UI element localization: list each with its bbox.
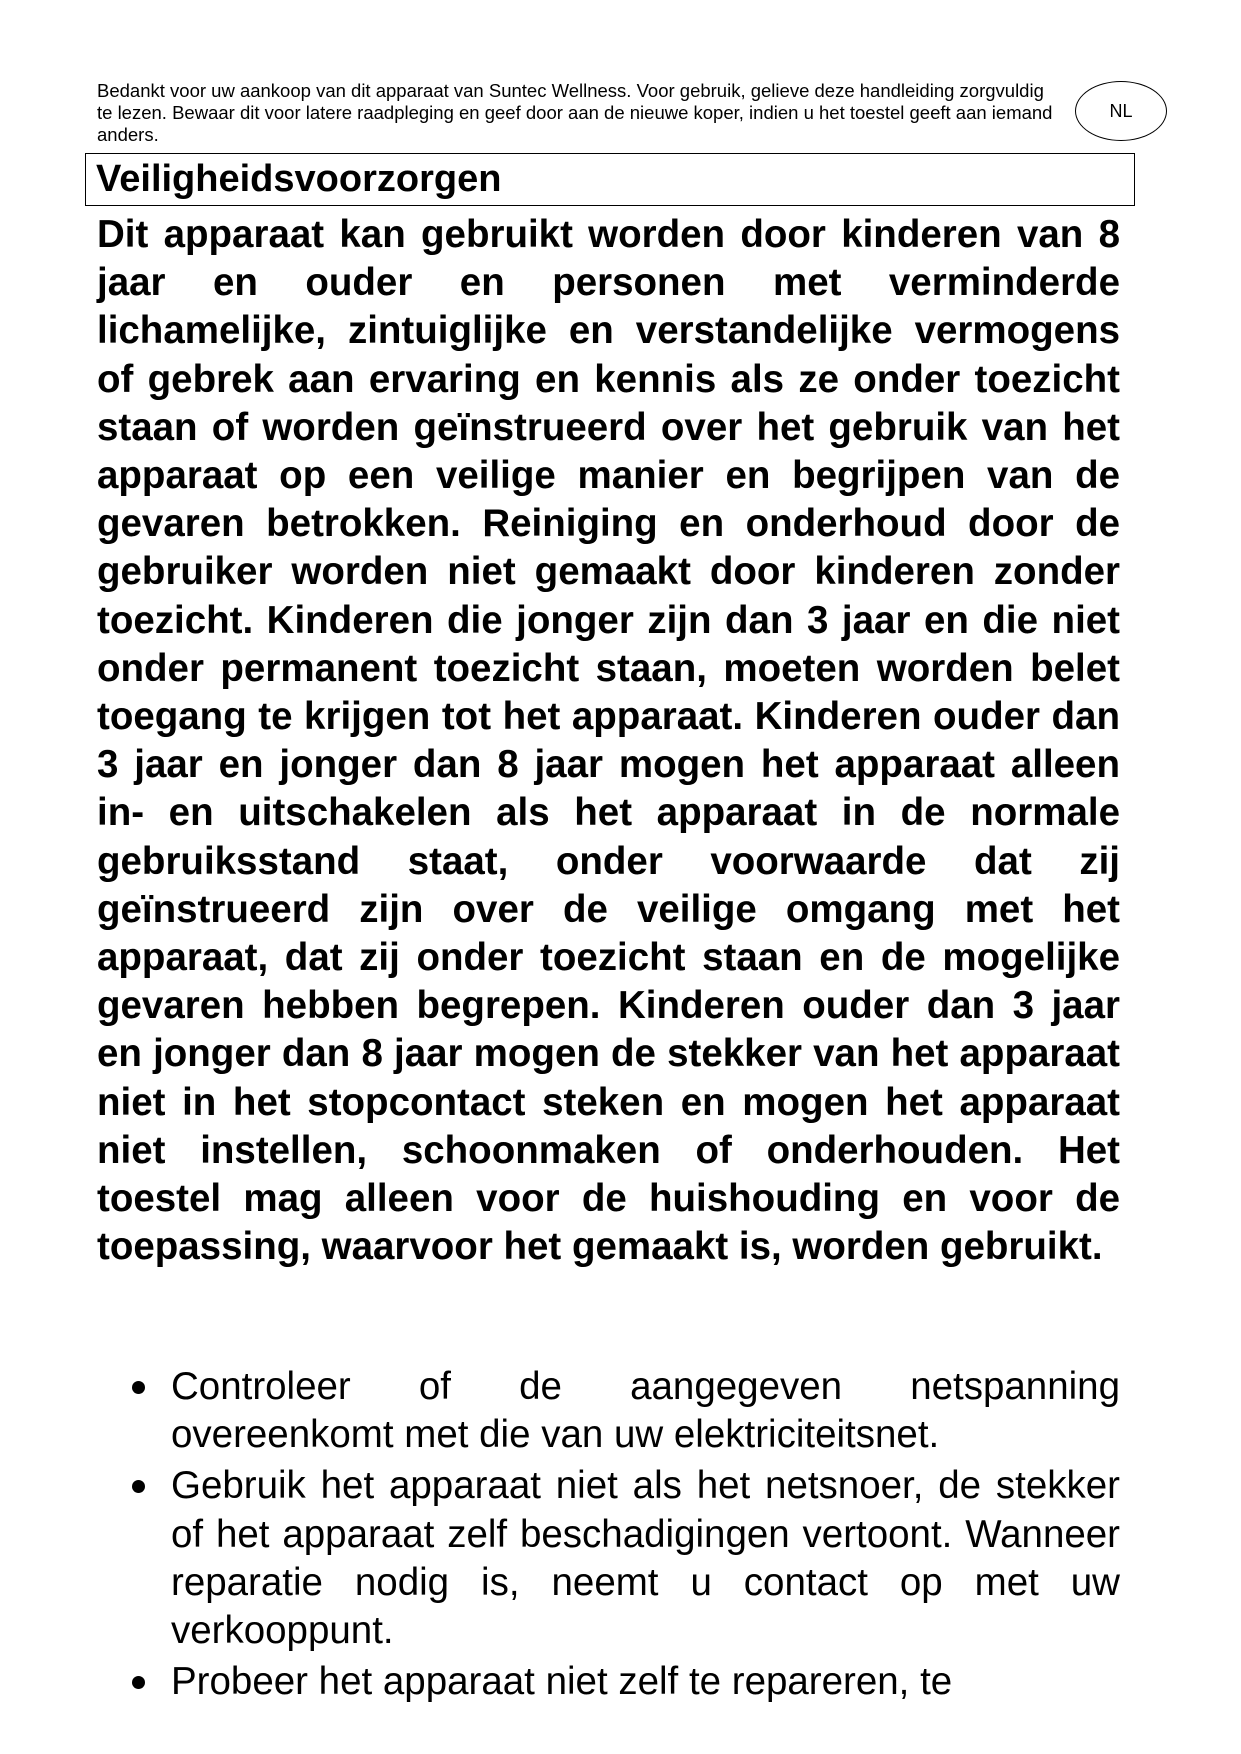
list-item-text: Controleer of de aangegeven netspanning overeenkomt met die van uw elektriciteitsnet. bbox=[171, 1365, 1120, 1457]
section-title: Veiligheidsvoorzorgen bbox=[96, 158, 502, 200]
list-item bbox=[130, 1363, 1120, 1459]
list-item-text: Probeer het apparaat niet zelf te repareren, te bbox=[171, 1660, 953, 1704]
bullet-icon bbox=[132, 1480, 145, 1493]
bullet-icon bbox=[132, 1381, 145, 1394]
intro-text: Bedankt voor uw aankoop van dit apparaat van Suntec Wellness. Voor gebruik, gelieve deze handleiding zorgvuldig te lezen. Bewaar dit voor latere raadpleging en geef door aan de nieuwe koper, indien u het toestel geeft aan iemand anders. bbox=[97, 80, 1053, 145]
safety-bullet-list bbox=[130, 1363, 1120, 1709]
safety-warning-paragraph: Dit apparaat kan gebruikt worden door kinderen van 8 jaar en ouder en personen met verminderde lichamelijke, zintuiglijke en verstandelijke vermogens of gebrek aan ervaring en kennis als ze onder toezicht staan of worden geïnstrueerd over het gebruik van het apparaat op een veilige manier en begrijpen van de gevaren betrokken. Reiniging en onderhoud door de gebruiker worden niet gemaakt door kinderen zonder toezicht. Kinderen die jonger zijn dan 3 jaar en die niet onder permanent toezicht staan, moeten worden belet toegang te krijgen tot het apparaat. Kinderen ouder dan 3 jaar en jonger dan 8 jaar mogen het apparaat alleen in- en uitschakelen als het apparaat in de normale gebruiksstand staat, onder voorwaarde dat zij geïnstrueerd zijn over de veilige omgang met het apparaat, dat zij onder toezicht staan en de mogelijke gevaren hebben begrepen. Kinderen ouder dan 3 jaar en jonger dan 8 jaar mogen de stekker van het apparaat niet in het stopcontact steken en mogen het apparaat niet instellen, schoonmaken of onderhouden. Het toestel mag alleen voor de huishouding en voor de toepassing, waarvoor het gemaakt is, worden gebruikt. bbox=[97, 213, 1120, 1269]
language-code: NL bbox=[1109, 100, 1133, 121]
list-item bbox=[130, 1658, 1120, 1706]
list-item-text: Gebruik het apparaat niet als het netsnoer, de stekker of het apparaat zelf beschadigingen vertoont. Wanneer reparatie nodig is, neemt u contact op met uw verkooppunt. bbox=[171, 1464, 1120, 1653]
language-badge bbox=[1075, 81, 1167, 141]
list-item bbox=[130, 1462, 1120, 1655]
bullet-icon bbox=[132, 1676, 145, 1689]
